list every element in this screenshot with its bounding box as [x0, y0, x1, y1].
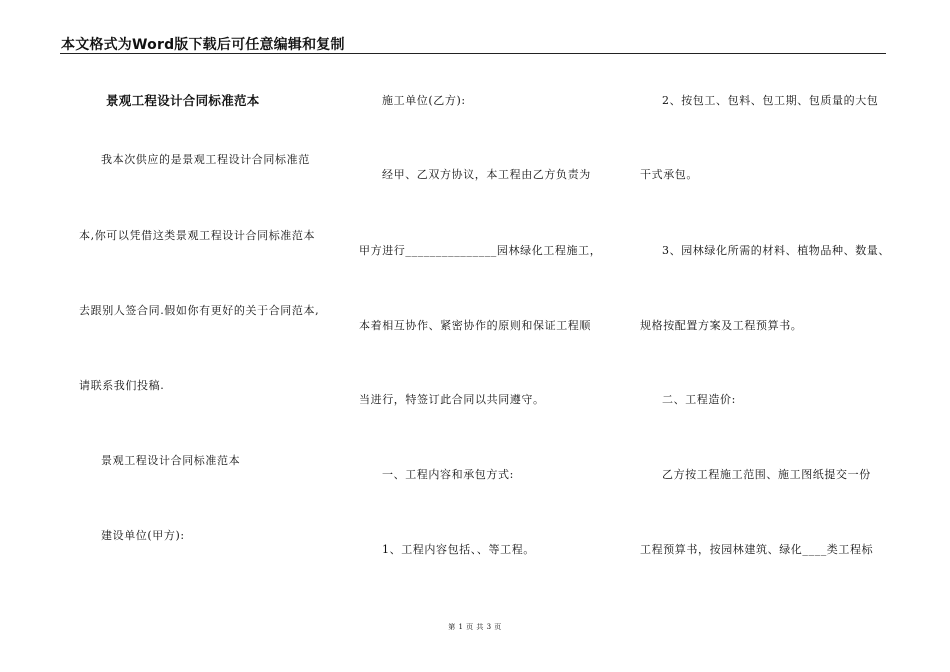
left-line-3: 去跟别人签合同.假如你有更好的关于合同范本,: [79, 304, 320, 317]
left-line-4: 请联系我们投稿.: [79, 379, 165, 392]
right-line-4: 规格按配置方案及工程预算书。: [640, 319, 803, 332]
page-number: 第 1 页 共 3 页: [448, 623, 502, 631]
middle-line-2: 经甲、乙双方协议，本工程由乙方负责为: [382, 168, 591, 181]
right-line-7: 工程预算书，按园林建筑、绿化____类工程标: [640, 543, 874, 556]
right-line-6: 乙方按工程施工范围、施工图纸提交一份: [662, 468, 871, 481]
download-banner: 本文格式为Word版下载后可任意编辑和复制: [61, 37, 345, 53]
middle-line-1: 施工单位(乙方):: [382, 94, 466, 107]
right-line-2: 干式承包。: [640, 168, 698, 181]
middle-line-7: 1、工程内容包括、、等工程。: [382, 543, 535, 556]
document-title: 景观工程设计合同标准范本: [106, 93, 260, 108]
middle-line-6: 一、工程内容和承包方式:: [382, 468, 514, 481]
left-line-1: 我本次供应的是景观工程设计合同标准范: [101, 153, 310, 166]
middle-line-3: 甲方进行_______________园林绿化工程施工，: [359, 244, 602, 257]
middle-line-5: 当进行，特签订此合同以共同遵守。: [359, 393, 545, 406]
right-line-5: 二、工程造价:: [662, 393, 736, 406]
header-divider: [60, 53, 886, 54]
left-line-2: 本,你可以凭借这类景观工程设计合同标准范本: [79, 229, 316, 242]
right-line-3: 3、园林绿化所需的材料、植物品种、数量、: [662, 244, 890, 257]
right-line-1: 2、按包工、包料、包工期、包质量的大包: [662, 94, 879, 107]
left-line-5: 景观工程设计合同标准范本: [101, 454, 241, 467]
left-line-6: 建设单位(甲方):: [101, 529, 185, 542]
middle-line-4: 本着相互协作、紧密协作的原则和保证工程顺: [359, 319, 591, 332]
